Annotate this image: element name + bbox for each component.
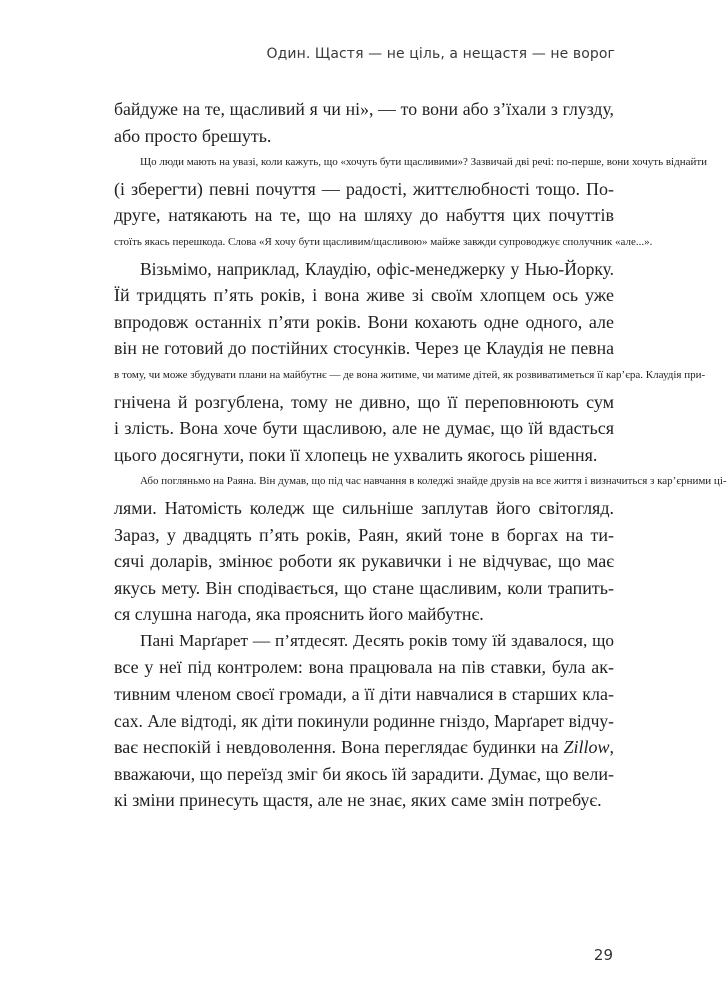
- text-line-content: і злість. Вона хоче бути щасливою, але не думає, що їй вдасться: [114, 418, 614, 439]
- text-line-content: Їй тридцять п’ять років, і вона живе зі своїм хлопцем ось уже: [114, 285, 614, 306]
- text-line: [114, 96, 614, 123]
- text-line: [114, 389, 614, 416]
- text-line-content: Або погляньмо на Раяна. Він думав, що під час навчання в коледжі знайде друзів на все життя і визначиться з кар’єрними ці-: [140, 475, 727, 488]
- text-line-content: Візьмімо, наприклад, Клаудію, офіс-менеджерку у Нью-Йорку.: [140, 258, 614, 279]
- text-line: [114, 548, 614, 575]
- body-text: [114, 96, 727, 814]
- page-number: 29: [593, 946, 613, 964]
- text-line: [114, 123, 614, 150]
- text-line-content: Пані Марґарет — п’ятдесят. Десять років тому їй здавалося, що: [140, 630, 614, 650]
- text-line: [114, 495, 614, 522]
- text-line-content: в тому, чи може збудувати плани на майбутнє — де вона житиме, чи матиме дітей, як розвиватиметься її кар’єра. Клаудія при-: [114, 368, 706, 381]
- text-line-content: ся слушна нагода, яка прояснить його майбутнє.: [114, 604, 484, 625]
- text-line-content: тивним членом своєї громади, а її діти навчалися в старших кла-: [114, 684, 614, 705]
- italic-term: Zillow: [563, 737, 610, 758]
- text-line-content: цього досягнути, поки її хлопець не ухвалить якогось рішення.: [114, 444, 598, 465]
- text-line-content: сячі доларів, змінює роботи як рукавички і не відчуває, що має: [114, 551, 614, 572]
- text-line: [114, 176, 614, 203]
- text-line-content: сах. Але відтоді, як діти покинули родинне гніздо, Марґарет відчу-: [114, 710, 614, 731]
- text-line-content: він не готовий до постійних стосунків. Через це Клаудія не певна: [114, 338, 614, 359]
- text-line-content: кі зміни принесуть щастя, але не знає, яких саме змін потребує.: [114, 790, 602, 811]
- text-line-content: байдуже на те, щасливий я чи ні», — то вони або з’їхали з глузду,: [114, 99, 614, 119]
- text-line: [114, 442, 614, 469]
- text-line: [114, 734, 614, 761]
- text-line: [114, 309, 614, 336]
- text-line-content: лями. Натомість коледж ще сильніше заплутав його світогляд.: [114, 497, 614, 518]
- text-line: [114, 522, 614, 549]
- text-line-content: стоїть якась перешкода. Слова «Я хочу бути щасливим/щасливою» майже завжди супроводжує сполучник «але...».: [114, 235, 653, 248]
- text-line: [114, 787, 614, 814]
- text-line: [114, 202, 614, 229]
- text-line-content: Зараз, у двадцять п’ять років, Раян, який тоне в боргах на ти-: [114, 524, 614, 545]
- text-line: [114, 575, 614, 602]
- text-line-content: або просто брешуть.: [114, 125, 272, 146]
- text-line: [114, 761, 614, 788]
- text-line: [114, 681, 614, 708]
- text-line: [114, 415, 614, 442]
- text-line: [114, 654, 614, 681]
- text-line: [114, 468, 727, 495]
- text-line: [114, 282, 614, 309]
- text-line: [114, 708, 614, 735]
- text-line-content: якусь мету. Він сподівається, що стане щасливим, коли трапить-: [114, 577, 614, 598]
- text-line: [114, 362, 706, 389]
- running-header: Один. Щастя — не ціль, а нещастя — не ворог: [266, 46, 615, 62]
- text-line-tail: ,: [609, 737, 614, 758]
- text-line-content: впродовж останніх п’яти років. Вони кохають одне одного, але: [114, 311, 614, 332]
- text-line: [114, 335, 614, 362]
- text-line: [114, 601, 614, 628]
- text-line-content: все у неї під контролем: вона працювала на пів ставки, була ак-: [114, 657, 614, 678]
- text-line-content: вважаючи, що переїзд зміг би якось їй зарадити. Думає, що вели-: [114, 763, 614, 784]
- text-line: [114, 256, 614, 283]
- text-line-content: друге, натякають на те, що на шляху до набуття цих почуттів: [114, 205, 614, 226]
- text-line-content: гнічена й розгублена, тому не дивно, що її переповнюють сум: [114, 391, 614, 412]
- text-line-content: Що люди мають на увазі, коли кажуть, що «хочуть бути щасливими»? Зазвичай дві речі: по-перше, вони хочуть віднайти: [140, 156, 708, 169]
- text-line: [114, 229, 653, 256]
- text-line-content: ває неспокій і невдоволення. Вона переглядає будинки на: [114, 737, 564, 758]
- text-line-content: (і зберегти) певні почуття — радості, життєлюбності тощо. По-: [114, 178, 614, 199]
- text-line: [114, 149, 708, 176]
- text-line: [114, 628, 614, 655]
